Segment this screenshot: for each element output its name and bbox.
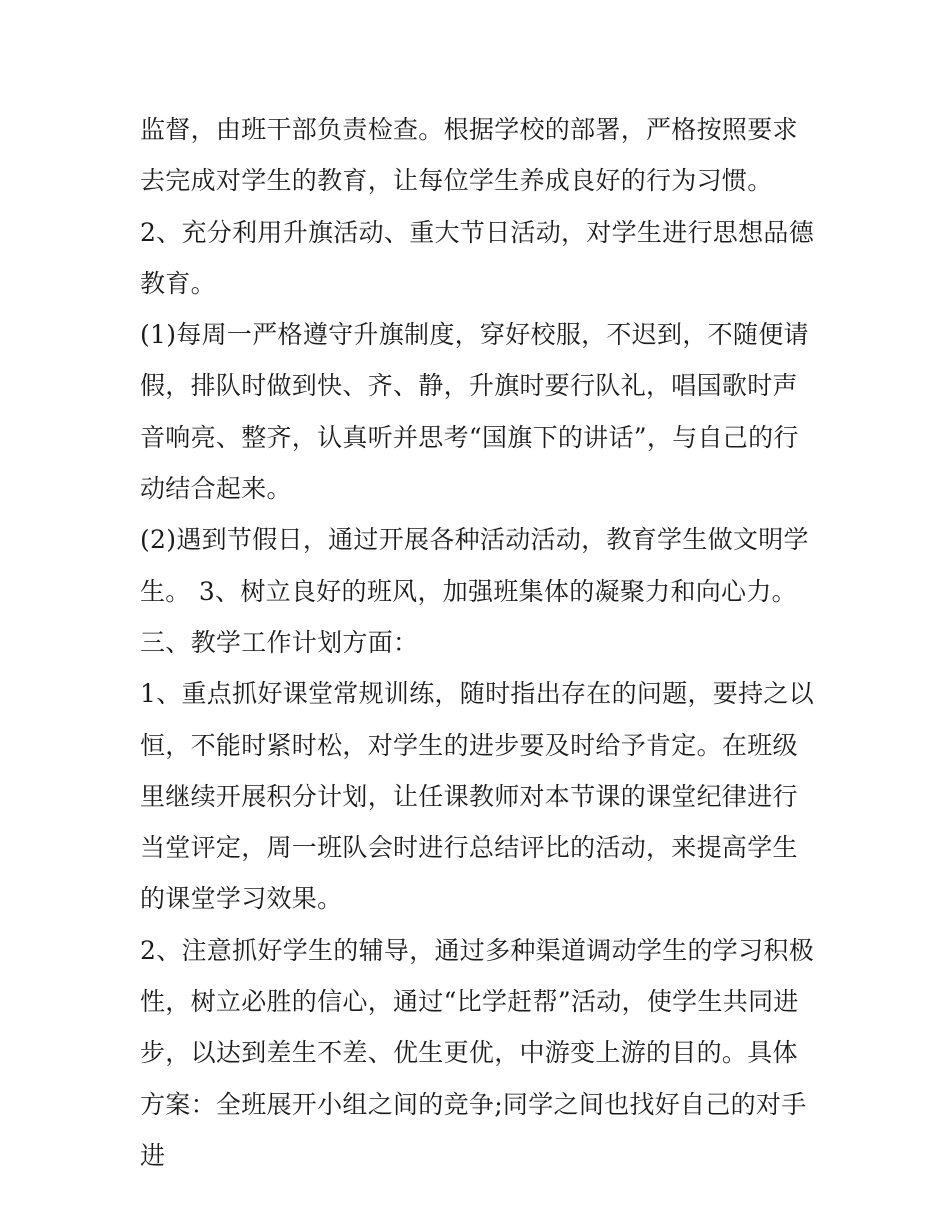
paragraph-flag-activities: 2、充分利用升旗活动、重大节日活动，对学生进行思想品德教育。 bbox=[140, 217, 815, 298]
document-body bbox=[140, 104, 820, 1181]
paragraph-supervision: 监督，由班干部负责检查。根据学校的部署，严格按照要求去完成对学生的教育，让每位学生养成良好的行为习惯。 bbox=[140, 115, 798, 196]
paragraph-monday-flag: (1)每周一严格遵守升旗制度，穿好校服，不迟到，不随便请假，排队时做到快、齐、静，升旗时要行队礼，唱国歌时声音响亮、整齐，认真听并思考“国旗下的讲话”，与自己的行动结合起来。 bbox=[140, 320, 809, 504]
paragraph-tutoring: 2、注意抓好学生的辅导，通过多种渠道调动学生的学习积极性，树立必胜的信心，通过“比学赶帮”活动，使学生共同进步，以达到差生不差、优生更优，中游变上游的目的。具体方案：全班展开小组之间的竞争;同学之间也找好自己的对手进 bbox=[140, 935, 815, 1170]
paragraph-holidays: (2)遇到节假日，通过开展各种活动活动，教育学生做文明学生。 3、树立良好的班风，加强班集体的凝聚力和向心力。 bbox=[140, 525, 809, 606]
section-heading-teaching-plan: 三、教学工作计划方面： bbox=[140, 627, 419, 657]
paragraph-classroom-routine: 1、重点抓好课堂常规训练，随时指出存在的问题，要持之以恒，不能时紧时松，对学生的进步要及时给予肯定。在班级里继续开展积分计划，让任课教师对本节课的课堂纪律进行当堂评定，周一班队会时进行总结评比的活动，来提高学生的课堂学习效果。 bbox=[140, 679, 815, 914]
